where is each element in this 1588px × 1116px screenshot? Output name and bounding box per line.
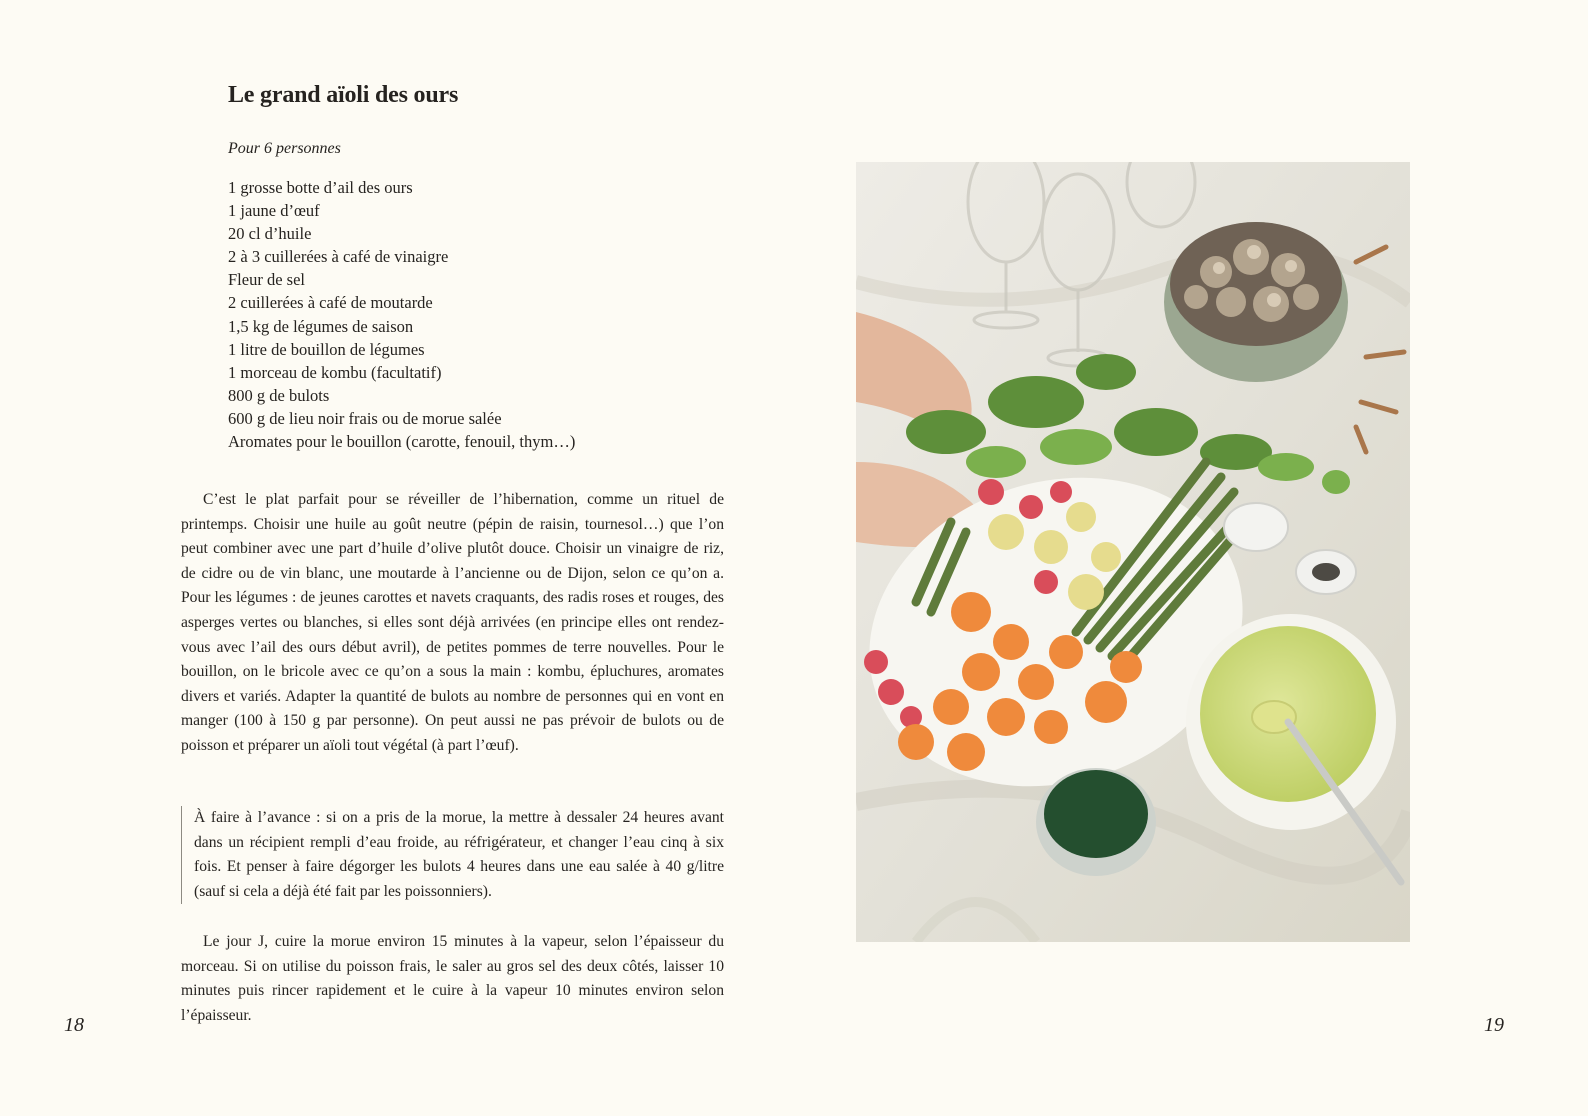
photo-illustration [856,162,1410,942]
ingredient-list [228,176,575,453]
page-number-right: 19 [1484,1014,1504,1036]
ingredient-item: 20 cl d’huile [228,224,312,244]
ingredient-item: 600 g de lieu noir frais ou de morue salée [228,408,502,428]
ingredient-item: 1 jaune d’œuf [228,201,320,221]
recipe-title: Le grand aïoli des ours [228,82,459,108]
ingredient-item: 1 morceau de kombu (facultatif) [228,362,442,382]
cooking-paragraph: Le jour J, cuire la morue environ 15 minutes à la vapeur, selon l’épaisseur du morceau. Si on utilise du poisson frais, le saler au gros sel des deux côtés, laisser 10 minutes puis rincer rapidement et le cuire à la vapeur 10 minutes environ selon l’épaisseur. [181,933,724,1024]
right-page [794,0,1588,1116]
ingredient-item: Aromates pour le bouillon (carotte, fenouil, thym…) [228,432,576,452]
ingredient-item: 2 cuillerées à café de moutarde [228,293,433,313]
page-number-left: 18 [64,1014,84,1036]
servings-line: Pour 6 personnes [228,140,341,157]
ingredient-item: 1,5 kg de légumes de saison [228,316,414,336]
ingredient-item: 800 g de bulots [228,385,330,405]
advance-prep-note [181,806,724,904]
ingredient-item: Fleur de sel [228,270,305,290]
ingredient-item: 1 litre de bouillon de légumes [228,339,425,359]
intro-paragraph: C’est le plat parfait pour se réveiller de l’hibernation, comme un rituel de printemps. Choisir une huile au goût neutre (pépin de raisin, tournesol…) que l’on peut combiner avec une part d’huile d’olive plutôt douce. Choisir un vinaigre de riz, de cidre ou de vin blanc, une moutarde à l’ancienne ou de Dijon, selon ce qu’on a. Pour les légumes : de jeunes carottes et navets craquants, des radis roses et rouges, des asperges vertes ou blanches, si elles sont déjà arrivées (en principe elles ont rendez-vous avec l’ail des ours début avril), de petites pommes de terre nouvelles. Pour le bouillon, on le bricole avec ce qu’on a sous la main : kombu, épluchures, aromates divers et variés. Adapter la quantité de bulots au nombre de personnes qui en vont en manger (100 à 150 g par personne). On peut aussi ne pas prévoir de bulots ou de poisson et préparer un aïoli tout végétal (à part l’œuf). [181,491,724,754]
advance-prep-text: À faire à l’avance : si on a pris de la morue, la mettre à dessaler 24 heures avant dans un récipient rempli d’eau froide, au réfrigérateur, et changer l’eau cinq à six fois. Et penser à faire dégorger les bulots 4 heures dans une eau salée à 40 g/litre (sauf si cela a déjà été fait par les poissonniers). [194,809,724,900]
ingredient-item: 1 grosse botte d’ail des ours [228,178,413,197]
ingredient-item: 2 à 3 cuillerées à café de vinaigre [228,247,449,267]
recipe-photo [856,162,1410,942]
